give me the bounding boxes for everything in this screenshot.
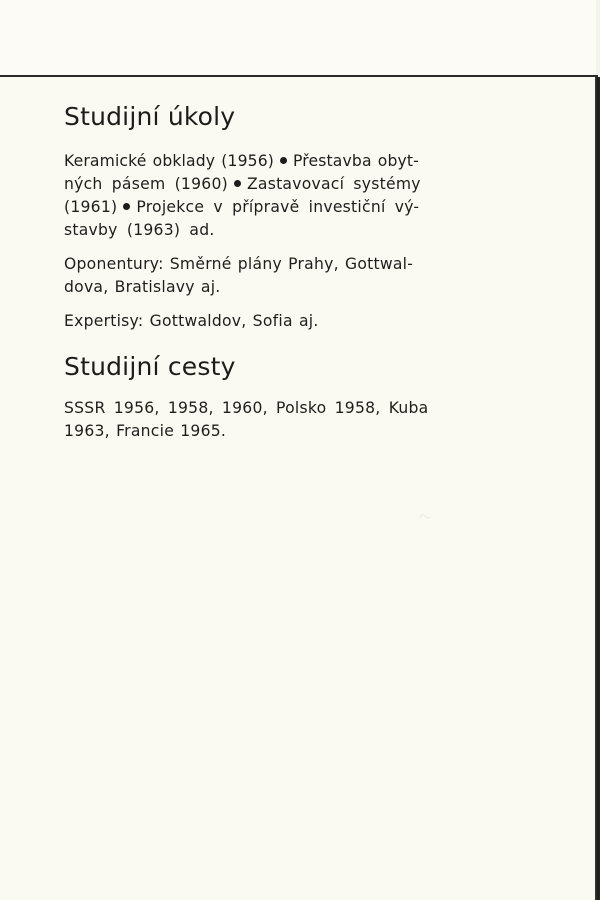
task-item: ných pásem (1960) xyxy=(64,175,228,193)
task-item: Keramické obklady (1956) xyxy=(64,152,275,170)
bullet-icon xyxy=(280,157,287,164)
trips-line: SSSR 1956, 1958, 1960, Polsko 1958, Kuba xyxy=(64,399,429,417)
task-item: Projekce v přípravě investiční vý- xyxy=(136,198,420,216)
page-content xyxy=(64,100,496,443)
expertise-paragraph xyxy=(64,310,496,333)
bullet-icon xyxy=(234,180,241,187)
page-edge-top xyxy=(596,0,600,76)
expertise-line: Expertisy: Gottwaldov, Sofia aj. xyxy=(64,312,319,330)
task-item: (1961) xyxy=(64,198,118,216)
page-binding-edge xyxy=(595,77,600,900)
opponents-line: dova, Bratislavy aj. xyxy=(64,278,221,296)
task-item: stavby (1963) ad. xyxy=(64,221,215,239)
task-item: Přestavba obyt- xyxy=(293,152,419,170)
opponents-paragraph xyxy=(64,253,496,299)
study-trips-paragraph xyxy=(64,397,496,443)
study-tasks-paragraph xyxy=(64,150,496,242)
bullet-icon xyxy=(123,203,130,210)
trips-line: 1963, Francie 1965. xyxy=(64,422,227,440)
paper-speck xyxy=(418,510,432,520)
section-heading-study-trips: Studijní cesty xyxy=(64,352,236,381)
section-heading-study-tasks: Studijní úkoly xyxy=(64,102,236,131)
opponents-line: Oponentury: Směrné plány Prahy, Gottwal- xyxy=(64,255,414,273)
previous-page-margin xyxy=(0,0,600,76)
task-item: Zastavovací systémy xyxy=(246,175,421,193)
